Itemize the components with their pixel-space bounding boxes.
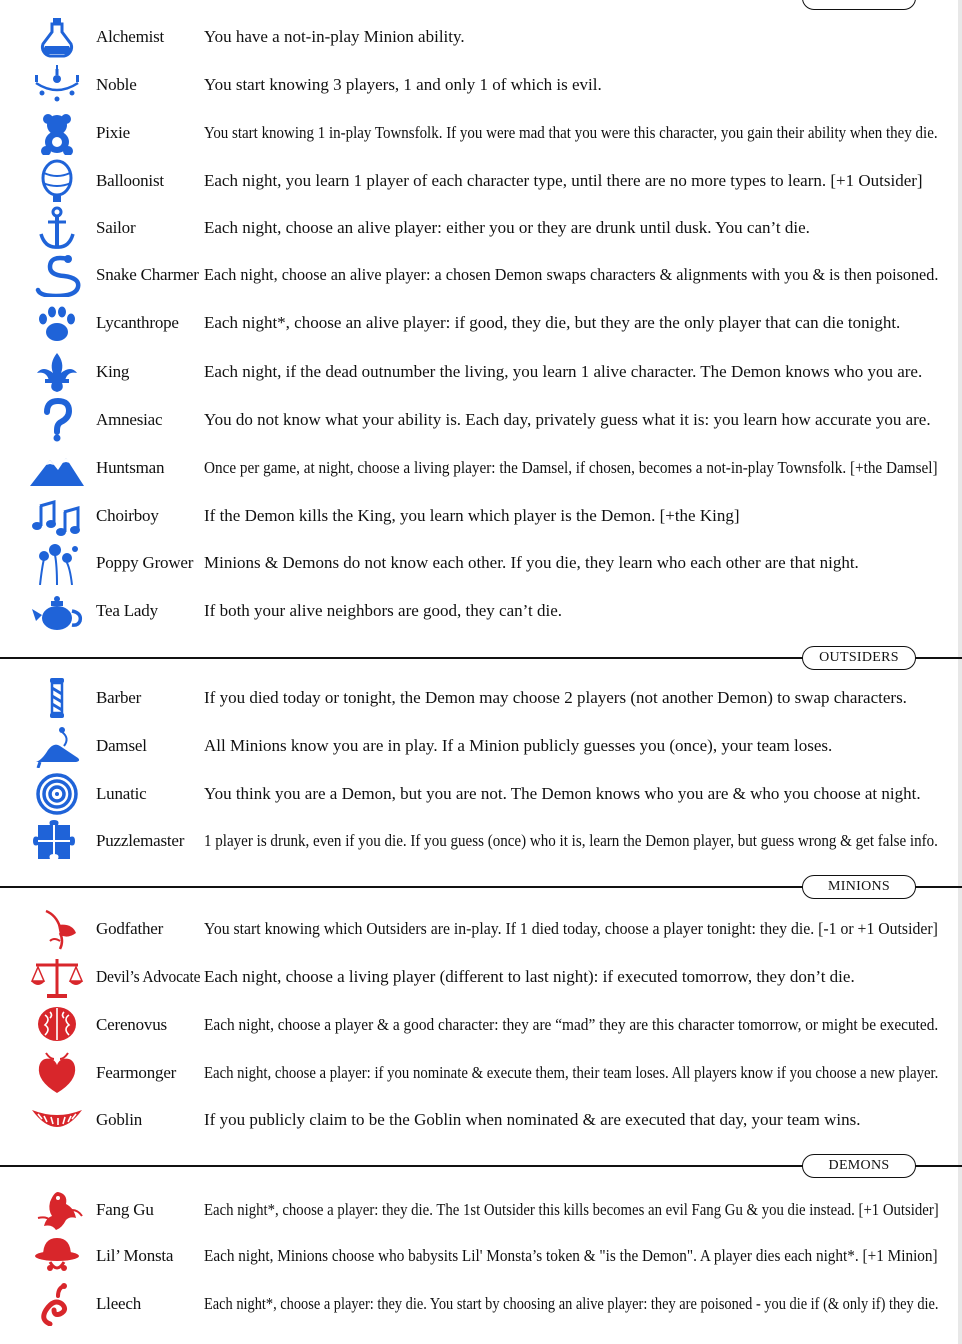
question-mark-icon [28, 398, 86, 442]
character-ability: Each night*, choose an alive player: if good, they die, but they are the only player that can die tonight. [204, 313, 901, 332]
high-heel-shoe-icon [28, 724, 86, 768]
character-ability: If you publicly claim to be the Goblin when nominated & are executed that day, your team wins. [204, 1110, 861, 1129]
character-row [0, 953, 962, 1001]
character-row [0, 770, 962, 818]
character-name: Amnesiac [96, 410, 163, 429]
character-name: Noble [96, 75, 137, 94]
alchemist-flask-icon [28, 15, 86, 59]
character-name: Godfather [96, 919, 164, 938]
top-section-tab [802, 0, 916, 10]
spiral-icon [28, 772, 86, 816]
character-row [0, 492, 962, 540]
character-row [0, 722, 962, 770]
demons-section-tab: DEMONS [802, 1154, 916, 1178]
character-row [0, 587, 962, 635]
teapot-icon [28, 589, 86, 633]
anchor-icon [28, 206, 86, 250]
character-ability: Each night*, choose a player: they die. The 1st Outsider this kills becomes an evil Fang Gu & you die instead. [+1 Outsider] [204, 1200, 939, 1219]
character-ability: Each night, choose an alive player: either you or they are drunk until dusk. You can’t die. [204, 218, 810, 237]
character-name: Fearmonger [96, 1063, 177, 1082]
character-name: Tea Lady [96, 601, 158, 620]
scales-icon [28, 955, 86, 999]
balloon-icon [28, 159, 86, 203]
page-edge [958, 0, 962, 1344]
barber-pole-icon [28, 676, 86, 720]
character-name: Lunatic [96, 784, 147, 803]
character-ability: You think you are a Demon, but you are not. The Demon knows who you are & who you choose at night. [204, 784, 921, 803]
chandelier-icon [28, 63, 86, 107]
character-ability: Each night, choose a player: if you nominate & execute them, their team loses. All players know if you choose a new player. [204, 1063, 939, 1082]
character-ability: If you died today or tonight, the Demon may choose 2 players (not another Demon) to swap characters. [204, 688, 907, 707]
rose-icon [28, 907, 86, 951]
character-ability: Each night, you learn 1 player of each character type, until there are no more types to learn. [+1 Outsider] [204, 171, 923, 190]
character-row [0, 1232, 962, 1280]
character-row [0, 348, 962, 396]
character-name: Fang Gu [96, 1200, 154, 1219]
paw-print-icon [28, 301, 86, 345]
character-row [0, 674, 962, 722]
character-name: Huntsman [96, 458, 165, 477]
character-row [0, 817, 962, 865]
character-ability: Once per game, at night, choose a living player: the Damsel, if chosen, becomes a not-in-play Townsfolk. [+the Damsel] [204, 458, 938, 477]
character-row [0, 157, 962, 205]
minions-section-tab: MINIONS [802, 875, 916, 899]
character-name: Sailor [96, 218, 136, 237]
teddy-bear-icon [28, 111, 86, 155]
bowler-hat-icon [28, 1234, 86, 1278]
character-row [0, 1001, 962, 1049]
character-row [0, 1280, 962, 1328]
character-name: Balloonist [96, 171, 164, 190]
character-name: Pixie [96, 123, 130, 142]
character-ability: If the Demon kills the King, you learn which player is the Demon. [+the King] [204, 506, 740, 525]
character-ability: Each night, Minions choose who babysits Lil' Monsta’s token & "is the Demon". A player dies each night*. [+1 Minion] [204, 1246, 938, 1265]
character-name: Lil’ Monsta [96, 1246, 174, 1265]
character-ability: Minions & Demons do not know each other. If you die, they learn who each other are that night. [204, 553, 859, 572]
character-row [0, 905, 962, 953]
mountains-icon [28, 446, 86, 490]
character-row [0, 13, 962, 61]
character-name: Cerenovus [96, 1015, 167, 1034]
snake-icon [28, 253, 86, 297]
character-name: Snake Charmer [96, 265, 199, 284]
character-name: Barber [96, 688, 142, 707]
character-row [0, 396, 962, 444]
character-row [0, 109, 962, 157]
character-ability: 1 player is drunk, even if you die. If you guess (once) who it is, learn the Demon player, but guess wrong & get false info. [204, 831, 938, 850]
character-row [0, 204, 962, 252]
character-ability: You do not know what your ability is. Each day, privately guess what it is: you learn how accurate you are. [204, 410, 931, 429]
music-notes-icon [28, 494, 86, 538]
character-row [0, 444, 962, 492]
fleur-de-lis-icon [28, 350, 86, 394]
character-name: Damsel [96, 736, 147, 755]
fang-gu-creature-icon [28, 1188, 86, 1232]
character-name: Goblin [96, 1110, 143, 1129]
character-name: Puzzlemaster [96, 831, 185, 850]
character-ability: Each night*, choose a player: they die. You start by choosing an alive player: they are poisoned - you die if (& only if) they die. [204, 1294, 939, 1313]
character-row [0, 1096, 962, 1144]
heart-icon [28, 1051, 86, 1095]
character-name: Lleech [96, 1294, 142, 1313]
character-ability: Each night, choose a living player (different to last night): if executed tomorrow, they don’t die. [204, 967, 855, 986]
character-ability: You have a not-in-play Minion ability. [204, 27, 465, 46]
puzzle-piece-icon [28, 819, 86, 863]
character-ability: You start knowing which Outsiders are in-play. If 1 died today, choose a player tonight: they die. [-1 or +1 Outsider] [204, 919, 938, 938]
character-row [0, 299, 962, 347]
character-name: Poppy Grower [96, 553, 194, 572]
character-ability: Each night, choose a player & a good character: they are “mad” they are this character tomorrow, or might be executed. [204, 1015, 939, 1034]
character-ability: All Minions know you are in play. If a Minion publicly guesses you (once), your team loses. [204, 736, 833, 755]
character-name: Alchemist [96, 27, 165, 46]
character-ability: You start knowing 1 in-play Townsfolk. If you were mad that you were this character, you gain their ability when they die. [204, 123, 938, 142]
poppy-flowers-icon [28, 541, 86, 585]
character-name: Devil’s Advocate [96, 967, 201, 986]
character-row [0, 539, 962, 587]
character-row [0, 1049, 962, 1097]
tentacle-icon [28, 1282, 86, 1326]
character-row [0, 61, 962, 109]
character-ability: Each night, if the dead outnumber the living, you learn 1 alive character. The Demon knows who you are. [204, 362, 923, 381]
character-ability: If both your alive neighbors are good, they can’t die. [204, 601, 562, 620]
brain-icon [28, 1003, 86, 1047]
character-row [0, 251, 962, 299]
grin-icon [28, 1098, 86, 1142]
character-name: Lycanthrope [96, 313, 179, 332]
outsiders-section-tab: OUTSIDERS [802, 646, 916, 670]
character-ability: Each night, choose an alive player: a chosen Demon swaps characters & alignments with you & is then poisoned. [204, 265, 939, 284]
character-name: King [96, 362, 130, 381]
character-name: Choirboy [96, 506, 159, 525]
character-ability: You start knowing 3 players, 1 and only 1 of which is evil. [204, 75, 602, 94]
character-row [0, 1186, 962, 1234]
